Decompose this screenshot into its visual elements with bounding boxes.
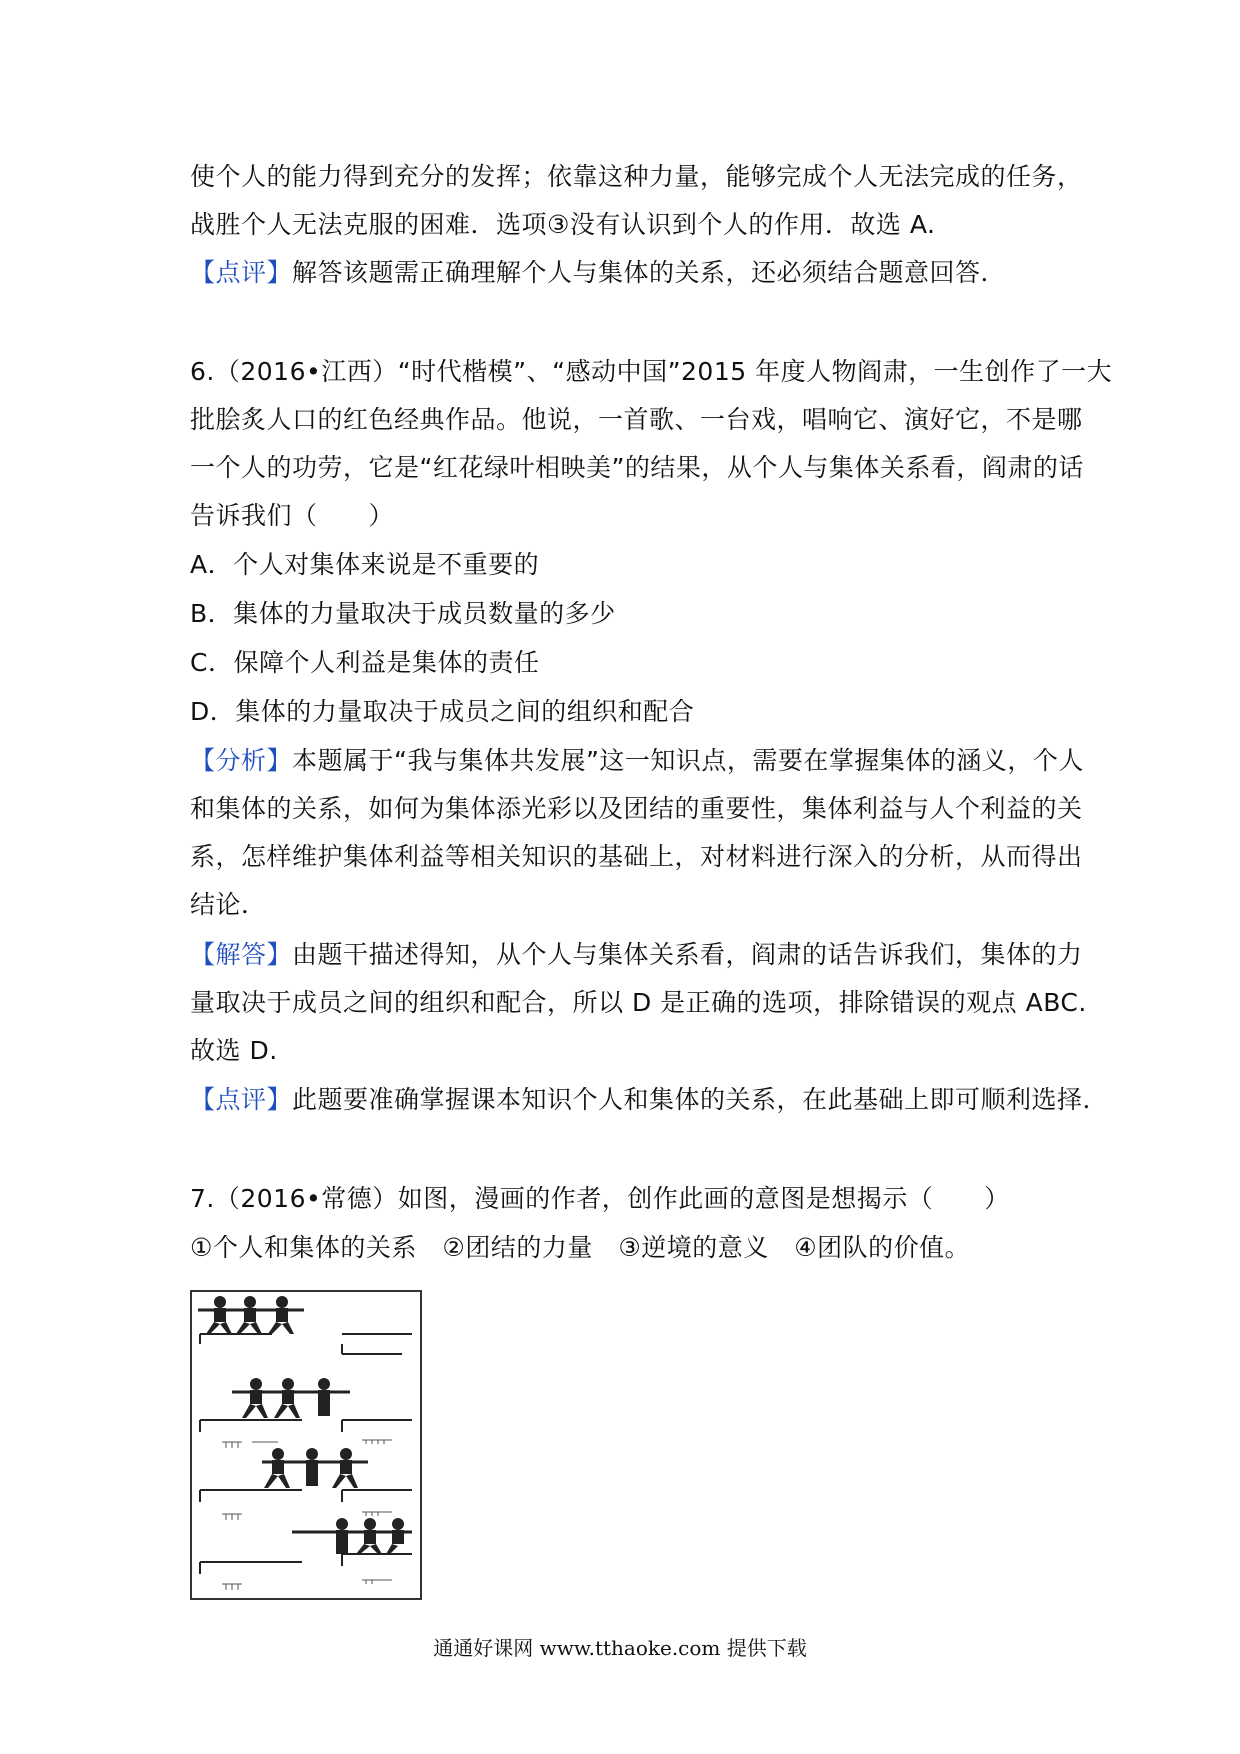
text-line: 战胜个人无法克服的困难．选项③没有认识到个人的作用．故选 A.	[190, 210, 936, 239]
answer-line: 故选 D.	[190, 1036, 278, 1065]
analysis-line	[190, 744, 1084, 778]
question-6-stem: 6.（2016•江西）“时代楷模”、“感动中国”2015 年度人物阎肃，一生创作了一大	[190, 357, 1113, 386]
text-line: 使个人的能力得到充分的发挥；依靠这种力量，能够完成个人无法完成的任务，	[190, 162, 1083, 191]
comment-line	[190, 1083, 1108, 1117]
analysis-line: 系，怎样维护集体利益等相关知识的基础上，对材料进行深入的分析，从而得出	[190, 842, 1083, 871]
question-6-stem: 告诉我们（ ）	[190, 501, 395, 530]
option-a: A．个人对集体来说是不重要的	[190, 550, 540, 579]
comic-illustration	[190, 1290, 422, 1600]
comment-tag: 【点评】	[190, 1085, 293, 1114]
option-c: C．保障个人利益是集体的责任	[190, 648, 540, 677]
analysis-line: 和集体的关系，如何为集体添光彩以及团结的重要性，集体利益与人个利益的关	[190, 794, 1083, 823]
option-d: D．集体的力量取决于成员之间的组织和配合	[190, 697, 695, 726]
comment-tag: 【点评】	[190, 258, 293, 287]
question-6-stem: 批脍炙人口的红色经典作品。他说，一首歌、一台戏，唱响它、演好它，不是哪	[190, 405, 1083, 434]
question-7-options: ①个人和集体的关系 ②团结的力量 ③逆境的意义 ④团队的价值。	[190, 1233, 971, 1262]
comic-drawing	[192, 1292, 420, 1598]
answer-line	[190, 938, 1083, 972]
answer-tag: 【解答】	[190, 940, 293, 969]
question-7-stem: 7.（2016•常德）如图，漫画的作者，创作此画的意图是想揭示（ ）	[190, 1184, 1010, 1213]
answer-text: 由题干描述得知，从个人与集体关系看，阎肃的话告诉我们，集体的力	[292, 940, 1083, 969]
comment-text: 此题要准确掌握课本知识个人和集体的关系，在此基础上即可顺利选择．	[292, 1085, 1109, 1114]
analysis-tag: 【分析】	[190, 746, 293, 775]
question-6-stem: 一个人的功劳，它是“红花绿叶相映美”的结果，从个人与集体关系看，阎肃的话	[190, 453, 1084, 482]
comment-text: 解答该题需正确理解个人与集体的关系，还必须结合题意回答．	[292, 258, 1007, 287]
analysis-line: 结论．	[190, 890, 267, 919]
analysis-text: 本题属于“我与集体共发展”这一知识点，需要在掌握集体的涵义，个人	[292, 746, 1084, 775]
option-b: B．集体的力量取决于成员数量的多少	[190, 599, 616, 628]
comment-line	[190, 256, 1006, 290]
answer-line: 量取决于成员之间的组织和配合，所以 D 是正确的选项，排除错误的观点 ABC.	[190, 988, 1087, 1017]
footer-credit: 通通好课网 www.tthaoke.com 提供下载	[433, 1636, 807, 1660]
